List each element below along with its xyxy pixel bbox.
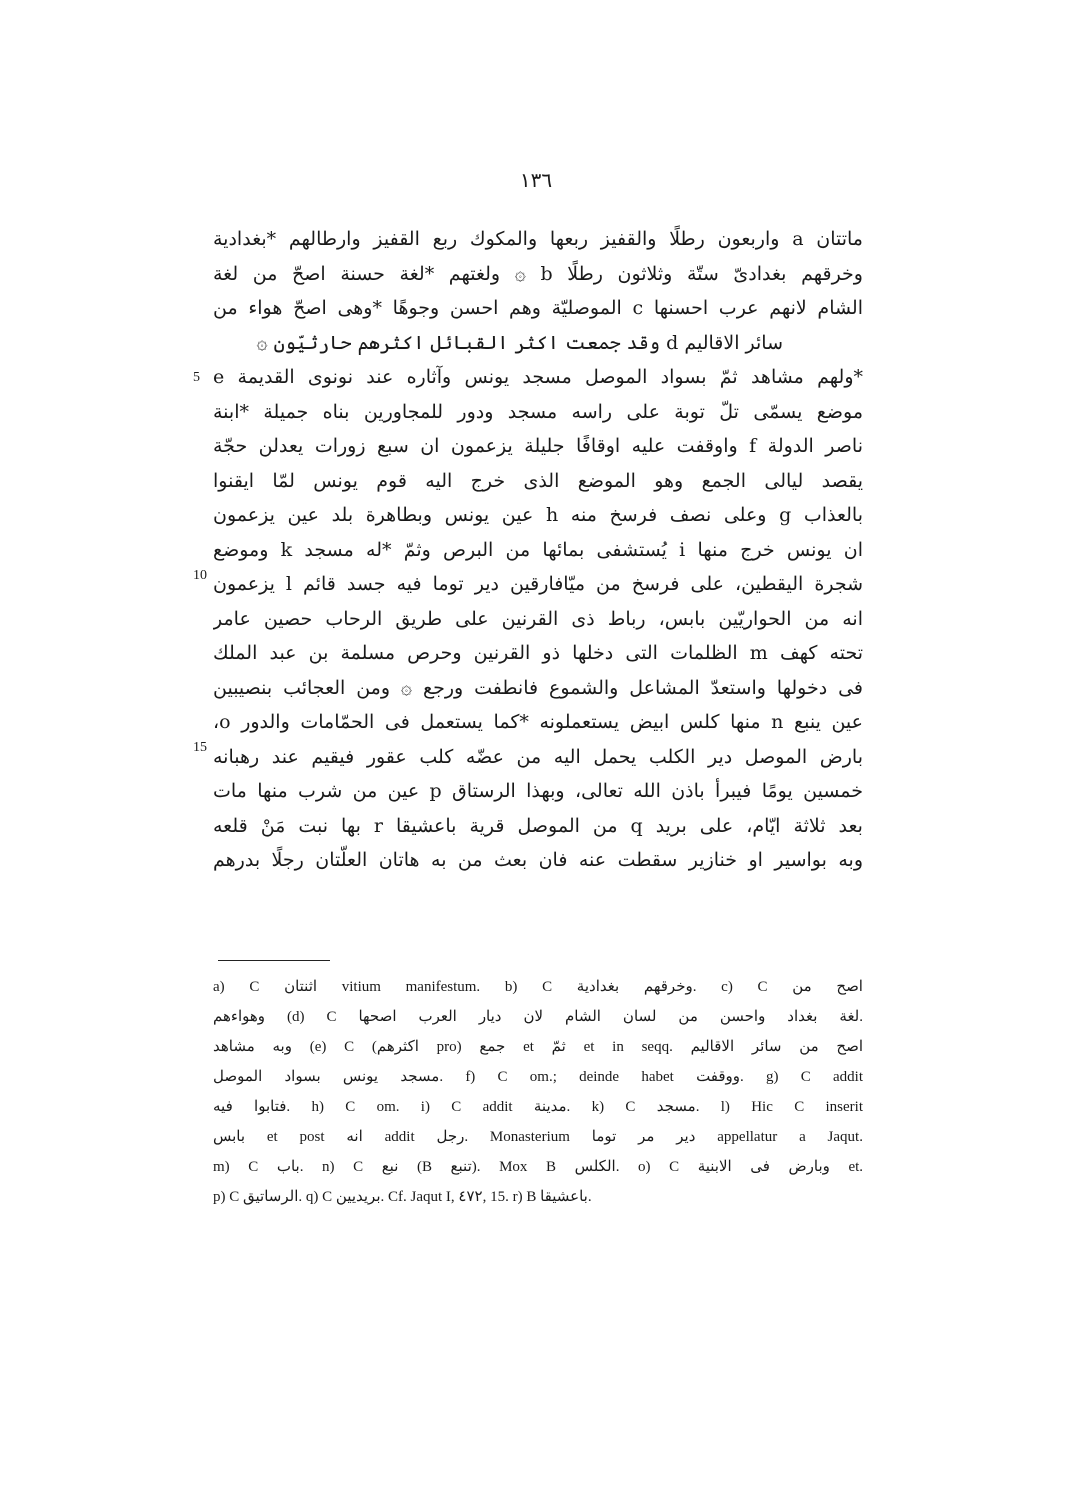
text-line: شجرة اليقطين، على فرسخ من ميّافارقين دير توما فيه جسد قائم l يزعمون [213,573,863,595]
line-number-10: 10 [193,568,207,583]
page-number: ١٣٦ [519,168,553,192]
footnote-line: وهواءهم (d) C لغة بغداد واحسن من لسان الشام لان ديار العرب اصحها. [213,1009,863,1025]
text-line: بالعذاب g وعلى نصف فرسخ منه h عين يونس وبطاهرة بلد عين يزعمون [213,504,863,526]
footnote-line: a) C اثنتان vitium manifestum. b) C وخرقهم بغدادية. c) C اصح من [213,979,863,995]
line-number-5: 5 [193,370,200,385]
text-line: ماتتان a واربعون رطلًا والقفيز ربعها والمكوك ربع القفيز وارطالهم *بغدادية [213,228,863,250]
footnote-line: وبه مشاهد (e) C (اكثرهم pro) جمع et ثمّ et in seqq. اصح من سائر الاقاليم [213,1039,863,1055]
footnote-line: بابس et post انه addit رجل. Monasterium دير مر توما appellatur a Jaqut. [213,1129,863,1145]
text-line: وخرقهم بغدادىّ ستّة وثلاثون رطلًا b ۞ ولغتهم *لغة حسنة اصحّ من لغة [213,262,863,285]
line-number-15: 15 [193,740,207,755]
text-line: فى دخولها واستعدّ المشاعل والشموع فانطفت ورجع ۞ ومن العجائب بنصيبين [213,676,863,699]
text-line: الشام لانهم عرب احسنها c الموصليّة وهم احسن وجوهًا *وهى اصحّ هواء من [213,297,863,319]
footnotes [213,972,863,1212]
footnote-separator [218,960,330,961]
text-line: خمسين يومًا فيبرأ باذن الله تعالى، وبهذا الرستاق p عين من شرب منها مات [213,780,863,802]
text-line: تحته كهف m الظلمات التى دخلها ذو القرنين وحرص مسلمة بن عبد الملك [213,642,863,664]
text-line: ناصر الدولة f واوقفت عليه اوقافًا جليلة يزعمون ان سبع زورات يعدلن حجّة [213,435,863,457]
footnote-line: p) C الرساتيق. q) C بريديين. Cf. Jaqut I, ٤٧٢, 15. r) B باعشيقا. [213,1189,592,1205]
text-line: انه من الحواريّين بابس، رباط ذى القرنين على طريق الرحاب حصين عامر [213,607,863,630]
text-line: ان يونس خرج منها i يُستشفى بمائها من البرص وثمّ *له مسجد k وموضع [213,538,863,561]
footnote-line: مسجد يونس بسواد الموصل. f) C om.; deinde habet ووقفت. g) C addit [213,1069,863,1085]
text-line: يقصد ليالى الجمع وهو الموضع الذى خرج اليه قوم يونس لمّا ايقنوا [213,469,863,492]
main-text [213,222,863,878]
text-line: *ولهم مشاهد ثمّ بسواد الموصل مسجد يونس وآثاره عند نونوى القديمة e [213,366,863,388]
text-line: بعد ثلاثة ايّام، على بريد q من الموصل قرية باعشيقا r بها نبت مَنْ قلعه [213,814,863,837]
text-line: سائر الاقاليم d وقد جمعت اكثر القبائل اكثرهم حارثيّون ۞ [256,331,783,354]
text-line: بارض الموصل دير الكلب يحمل اليه من عضّه كلب عقور فيقيم عند رهبانه [213,745,863,768]
text-line: موضع يسمّى تلّ توبة على راسه مسجد ودور للمجاورين بناه جميلة *ابنة [213,400,863,423]
text-line: عين ينبع n منها كلس ابيض يستعملونه *كما يستعمل فى الحمّامات والدور o، [213,711,863,733]
text-line: وبه بواسير او خنازير سقطت عنه فان بعث من به هاتان العلّتان رجلًا بدرهم [213,849,863,871]
footnote-line: m) C باب. n) C نبع (B تنبع). Mox B الكلس. o) C وبارض فى الابنية et. [213,1159,863,1175]
footnote-line: فتابوا فيه. h) C om. i) C addit مدينة. k) C مسجد. l) Hic C inserit [213,1099,863,1115]
